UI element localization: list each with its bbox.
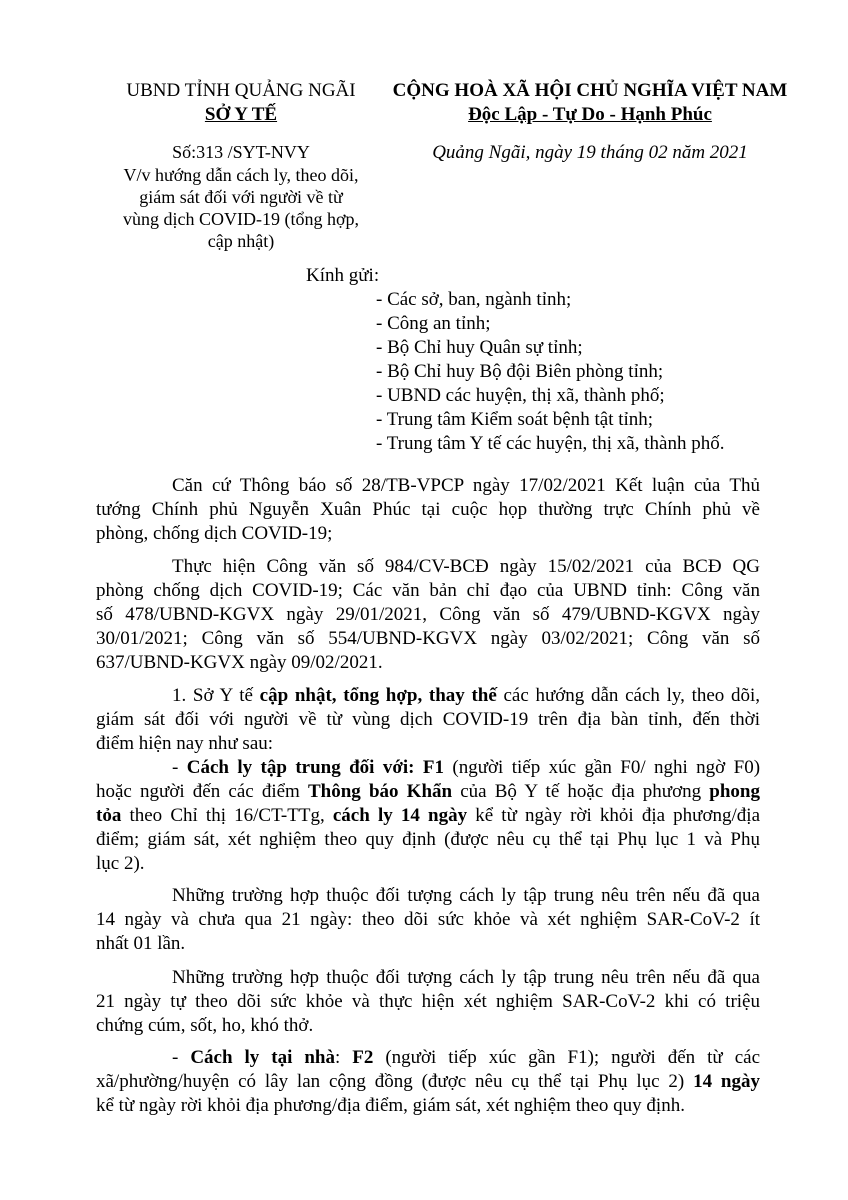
body-line: 21 ngày tự theo dõi sức khỏe và thực hiện xét nghiệm SAR-CoV-2 khi có triệu [96, 991, 760, 1012]
recipient-item: - Các sở, ban, ngành tỉnh; [376, 289, 572, 310]
text-run-bold: Cách ly tập trung đối với: F1 [186, 757, 444, 778]
recipient-item: - Bộ Chỉ huy Bộ đội Biên phòng tỉnh; [376, 361, 664, 382]
text-run: (người tiếp xúc gần F1); người đến từ các [373, 1047, 761, 1068]
body-line [172, 756, 760, 780]
body-line [96, 780, 760, 804]
text-run: - [172, 757, 187, 778]
doc-number: Số:313 /SYT-NVY [172, 142, 310, 162]
text-run-bold: Cách ly tại nhà [190, 1047, 335, 1068]
text-run: theo Chỉ thị 16/CT-TTg, [121, 805, 333, 826]
body-line [172, 684, 760, 708]
body-line: phòng, chống dịch COVID-19; [96, 523, 333, 544]
text-run-bold: phong [709, 781, 760, 802]
text-run-bold: cách ly 14 ngày [332, 805, 468, 826]
body-line: giám sát đối với người về từ vùng dịch COVID-19 trên địa bàn tỉnh, đến thời [96, 709, 760, 730]
org-department-text: SỞ Y TẾ [204, 104, 278, 125]
text-run-bold: cập nhật, tổng hợp, thay thế [259, 685, 497, 706]
doc-subject-line: cập nhật) [207, 231, 275, 251]
recipient-item: - Bộ Chỉ huy Quân sự tỉnh; [376, 337, 583, 358]
text-run: của Bộ Y tế hoặc địa phương [452, 781, 710, 802]
body-line: phòng chống dịch COVID-19; Các văn bản chỉ đạo của UBND tỉnh: Công văn [96, 580, 760, 601]
text-run-bold: 14 ngày [693, 1071, 760, 1092]
body-line: 14 ngày và chưa qua 21 ngày: theo dõi sức khỏe và xét nghiệm SAR-CoV-2 ít [96, 909, 760, 930]
body-line: Căn cứ Thông báo số 28/TB-VPCP ngày 17/02/2021 Kết luận của Thủ [172, 475, 760, 496]
body-line: Những trường hợp thuộc đối tượng cách ly tập trung nêu trên nếu đã qua [172, 967, 760, 988]
body-line: chứng cúm, sốt, ho, khó thở. [96, 1015, 314, 1036]
recipient-item: - Công an tỉnh; [376, 313, 491, 334]
place-date: Quảng Ngãi, ngày 19 tháng 02 năm 2021 [432, 142, 748, 163]
body-line: kể từ ngày rời khỏi địa phương/địa điểm, giám sát, xét nghiệm theo quy định. [96, 1095, 685, 1116]
doc-subject-line: giám sát đối với người về từ [139, 187, 343, 207]
doc-subject-line: vùng dịch COVID-19 (tổng hợp, [123, 209, 359, 229]
doc-subject-line: V/v hướng dẫn cách ly, theo dõi, [123, 165, 359, 185]
body-line [96, 804, 760, 828]
org-department [96, 104, 386, 126]
body-line: tướng Chính phủ Nguyễn Xuân Phúc tại cuộc họp thường trực Chính phủ về [96, 499, 760, 520]
text-run-bold: F2 [352, 1047, 374, 1068]
text-run: : [334, 1047, 353, 1068]
nation-title: CỘNG HOÀ XÃ HỘI CHỦ NGHĨA VIỆT NAM [392, 80, 788, 101]
nation-motto-text: Độc Lập - Tự Do - Hạnh Phúc [468, 104, 712, 125]
text-run: (người tiếp xúc gần F0/ nghi ngờ F0) [443, 757, 761, 778]
text-run: xã/phường/huyện có lây lan cộng đồng (được nêu cụ thể tại Phụ lục 2) [96, 1071, 694, 1092]
recipient-item: - Trung tâm Y tế các huyện, thị xã, thành phố. [376, 433, 725, 454]
recipients-label: Kính gửi: [306, 265, 380, 286]
text-run: - [172, 1047, 191, 1068]
body-line: điểm; giám sát, xét nghiệm theo quy định (được nêu cụ thể tại Phụ lục 1 và Phụ [96, 829, 760, 850]
body-line [172, 1046, 760, 1070]
body-line: Những trường hợp thuộc đối tượng cách ly tập trung nêu trên nếu đã qua [172, 885, 760, 906]
text-run-bold: tỏa [96, 805, 122, 826]
nation-motto [380, 104, 800, 126]
body-line: 637/UBND-KGVX ngày 09/02/2021. [96, 652, 383, 673]
text-run: kể từ ngày rời khỏi địa phương/địa [467, 805, 761, 826]
org-name: UBND TỈNH QUẢNG NGÃI [126, 80, 356, 101]
text-run: các hướng dẫn cách ly, theo dõi, [496, 685, 761, 706]
body-line [96, 1070, 760, 1094]
body-line: điểm hiện nay như sau: [96, 733, 274, 754]
body-line: số 478/UBND-KGVX ngày 29/01/2021, Công văn số 479/UBND-KGVX ngày [96, 604, 760, 625]
text-run: 1. Sở Y tế [172, 685, 260, 706]
text-run-bold: Thông báo Khẩn [307, 781, 453, 802]
body-line: 30/01/2021; Công văn số 554/UBND-KGVX ngày 03/02/2021; Công văn số [96, 628, 760, 649]
text-run: hoặc người đến các điểm [96, 781, 308, 802]
body-line: lục 2). [96, 853, 145, 874]
recipient-item: - Trung tâm Kiểm soát bệnh tật tỉnh; [376, 409, 654, 430]
body-line: nhất 01 lần. [96, 933, 186, 954]
recipient-item: - UBND các huyện, thị xã, thành phố; [376, 385, 665, 406]
body-line: Thực hiện Công văn số 984/CV-BCĐ ngày 15/02/2021 của BCĐ QG [172, 556, 760, 577]
